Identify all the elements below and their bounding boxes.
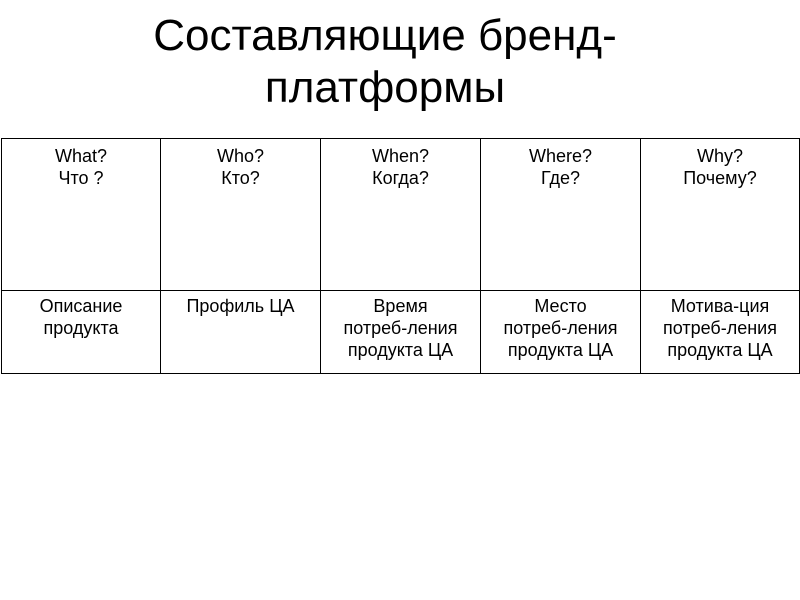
cell-text-line: Место (534, 296, 587, 316)
cell-text-line: потреб-ления (503, 318, 618, 338)
cell-text-line: потреб-ления (343, 318, 458, 338)
table-header-row (2, 139, 800, 291)
cell-text-line: Описание (39, 296, 123, 316)
cell-text-line: продукта (43, 318, 119, 338)
cell-text-line: продукта ЦА (347, 340, 454, 360)
header-ru-label: Кто? (221, 168, 260, 188)
cell-text-line: Время (373, 296, 428, 316)
header-cell-where (481, 139, 641, 291)
header-ru-label: Почему? (683, 168, 757, 188)
content-cell-where (481, 291, 641, 374)
header-en-label: Who? (216, 146, 265, 166)
header-en-label: What? (54, 146, 108, 166)
slide-title: Составляющие бренд- платформы (153, 11, 617, 112)
cell-text-line: Профиль ЦА (186, 296, 295, 316)
brand-platform-table (1, 138, 800, 374)
header-cell-who (161, 139, 321, 291)
header-en-label: When? (371, 146, 430, 166)
cell-text-line: продукта ЦА (507, 340, 614, 360)
header-ru-label: Где? (540, 168, 581, 188)
header-cell-when (321, 139, 481, 291)
header-en-label: Where? (528, 146, 593, 166)
header-en-label: Why? (696, 146, 743, 166)
header-cell-what (2, 139, 161, 291)
content-cell-when (321, 291, 481, 374)
header-ru-label: Что ? (58, 168, 104, 188)
content-cell-why (641, 291, 800, 374)
cell-text-line: Мотива-ция (670, 296, 770, 316)
header-cell-why (641, 139, 800, 291)
header-ru-label: Когда? (372, 168, 429, 188)
cell-text-line: потреб-ления (663, 318, 777, 338)
cell-text-line: продукта ЦА (667, 340, 773, 360)
content-cell-who (161, 291, 321, 374)
table-content-row (2, 291, 800, 374)
content-cell-what (2, 291, 161, 374)
